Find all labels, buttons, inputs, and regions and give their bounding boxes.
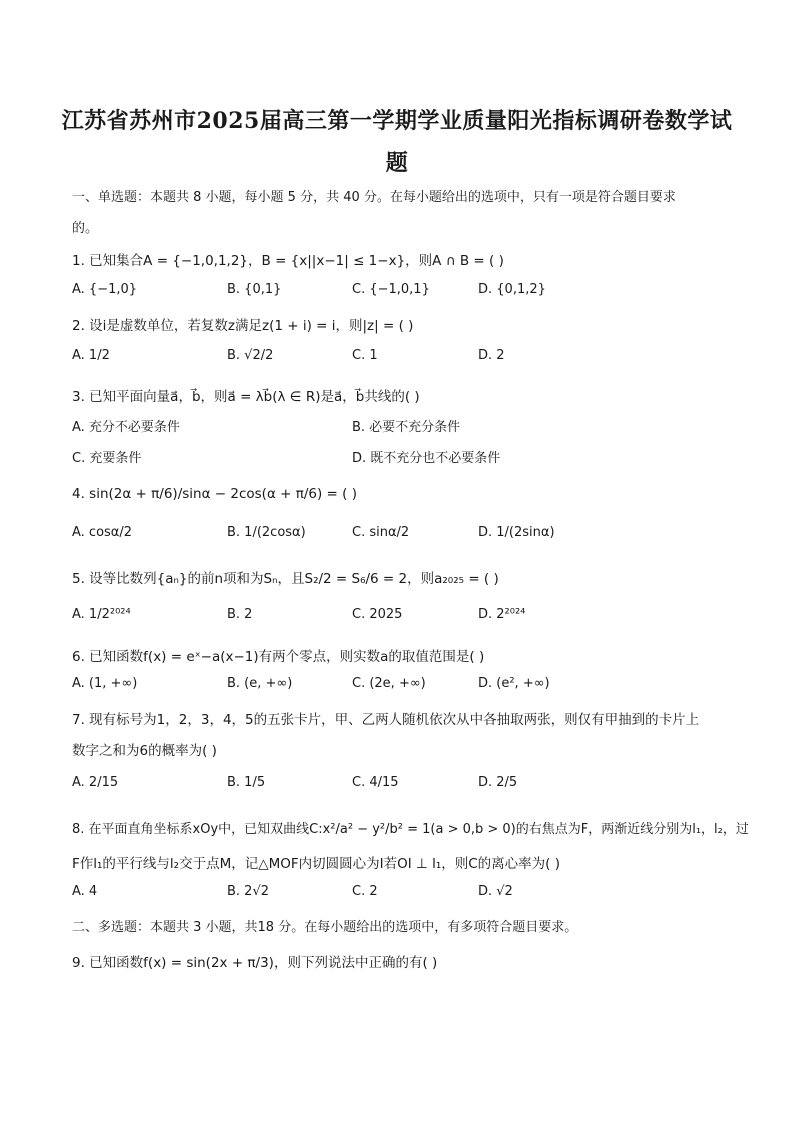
question-4-option-d: D. 1/(2sinα) — [478, 525, 555, 540]
question-7-option-c: C. 4/15 — [352, 775, 399, 790]
question-6-option-a: A. (1, +∞) — [72, 676, 138, 691]
question-2-option-b: B. √2/2 — [227, 348, 274, 363]
question-5-option-a: A. 1/2²⁰²⁴ — [72, 607, 131, 622]
question-8-option-c: C. 2 — [352, 884, 378, 899]
question-2-option-a: A. 1/2 — [72, 348, 110, 363]
question-6-option-d: D. (e², +∞) — [478, 676, 550, 691]
question-3-option-b: B. 必要不充分条件 — [352, 420, 461, 435]
section2-header: 二、多选题：本题共 3 小题，共18 分。在每小题给出的选项中，有多项符合题目要求。 — [72, 920, 578, 935]
question-1-option-a: A. {−1,0} — [72, 282, 138, 297]
question-4-option-a: A. cosα/2 — [72, 525, 133, 540]
question-8-stem-line1: 8. 在平面直角坐标系xOy中，已知双曲线C:x²/a² − y²/b² = 1(a > 0,b > 0)的右焦点为F，两渐近线分别为l₁，l₂，过 — [72, 822, 749, 837]
question-2-stem: 2. 设i是虚数单位，若复数z满足z(1 + i) = i，则|z| = ( ) — [72, 318, 414, 334]
question-7-stem-line2: 数字之和为6的概率为( ) — [72, 743, 217, 759]
section1-header-line1: 一、单选题：本题共 8 小题，每小题 5 分，共 40 分。在每小题给出的选项中，只有一项是符合题目要求 — [72, 190, 676, 205]
question-7-option-d: D. 2/5 — [478, 775, 518, 790]
question-1-option-c: C. {−1,0,1} — [352, 282, 430, 297]
question-2-option-d: D. 2 — [478, 348, 505, 363]
question-4-option-b: B. 1/(2cosα) — [227, 525, 306, 540]
question-3-option-c: C. 充要条件 — [72, 451, 142, 466]
question-5-option-d: D. 2²⁰²⁴ — [478, 607, 526, 622]
question-8-option-a: A. 4 — [72, 884, 98, 899]
question-1-stem: 1. 已知集合A = {−1,0,1,2}，B = {x||x−1| ≤ 1−x}，则A ∩ B = ( ) — [72, 253, 504, 269]
question-8-option-d: D. √2 — [478, 884, 513, 899]
question-6-option-b: B. (e, +∞) — [227, 676, 293, 691]
question-7-option-a: A. 2/15 — [72, 775, 119, 790]
question-3-option-a: A. 充分不必要条件 — [72, 420, 180, 435]
question-4-stem: 4. sin(2α + π/6)/sinα − 2cos(α + π/6) = ( ) — [72, 486, 357, 502]
question-7-option-b: B. 1/5 — [227, 775, 266, 790]
question-1-option-b: B. {0,1} — [227, 282, 282, 297]
question-2-option-c: C. 1 — [352, 348, 378, 363]
question-5-stem: 5. 设等比数列{aₙ}的前n项和为Sₙ，且S₂/2 = S₆/6 = 2，则a₂₀₂₅ = ( ) — [72, 571, 499, 587]
question-9-stem: 9. 已知函数f(x) = sin(2x + π/3)，则下列说法中正确的有( ) — [72, 955, 438, 971]
exam-title-line1: 江苏省苏州市2025届高三第一学期学业质量阳光指标调研卷数学试 — [61, 108, 733, 134]
question-3-option-d: D. 既不充分也不必要条件 — [352, 451, 501, 466]
question-3-stem: 3. 已知平面向量a⃗，b⃗，则a⃗ = λb⃗(λ ∈ R)是a⃗，b⃗共线的( ) — [72, 389, 420, 405]
question-7-stem-line1: 7. 现有标号为1，2，3，4，5的五张卡片，甲、乙两人随机依次从中各抽取两张，则仅有甲抽到的卡片上 — [72, 712, 700, 728]
question-1-option-d: D. {0,1,2} — [478, 282, 546, 297]
question-4-option-c: C. sinα/2 — [352, 525, 410, 540]
question-8-option-b: B. 2√2 — [227, 884, 270, 899]
question-5-option-b: B. 2 — [227, 607, 253, 622]
section1-header-line2: 的。 — [72, 221, 99, 236]
question-8-stem-line2: F作l₁的平行线与l₂交于点M，记△MOF内切圆圆心为I若OI ⊥ l₁，则C的离心率为( ) — [72, 856, 561, 872]
question-5-option-c: C. 2025 — [352, 607, 403, 622]
question-6-option-c: C. (2e, +∞) — [352, 676, 426, 691]
question-6-stem: 6. 已知函数f(x) = eˣ−a(x−1)有两个零点，则实数a的取值范围是( ) — [72, 649, 485, 665]
exam-title-line2: 题 — [385, 150, 409, 176]
